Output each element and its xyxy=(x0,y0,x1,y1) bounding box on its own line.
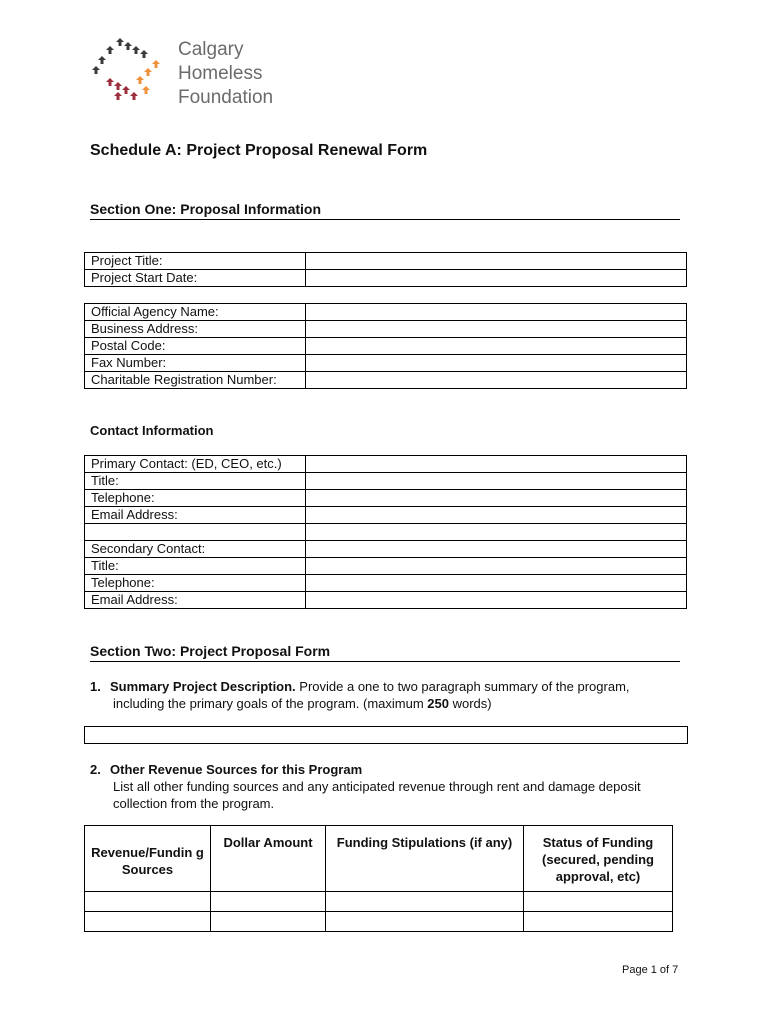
spacer-cell xyxy=(306,524,687,541)
logo-wordmark xyxy=(178,38,273,110)
col-status-of-funding: Status of Funding (secured, pending approval, etc) xyxy=(524,826,673,892)
table-row xyxy=(85,473,687,490)
table-row xyxy=(85,456,687,473)
primary-contact-label: Primary Contact: (ED, CEO, etc.) xyxy=(85,456,306,473)
charitable-registration-field[interactable] xyxy=(306,372,687,389)
fax-number-field[interactable] xyxy=(306,355,687,372)
charitable-registration-label: Charitable Registration Number: xyxy=(85,372,306,389)
primary-contact-field[interactable] xyxy=(306,456,687,473)
page-number: Page 1 of 7 xyxy=(622,964,679,976)
table-row xyxy=(85,338,687,355)
contact-info-heading: Contact Information xyxy=(90,423,214,438)
secondary-title-field[interactable] xyxy=(306,558,687,575)
revenue-sources-text-b: collection from the program. xyxy=(113,796,275,811)
primary-telephone-label: Telephone: xyxy=(85,490,306,507)
postal-code-field[interactable] xyxy=(306,338,687,355)
section-one-heading: Section One: Proposal Information xyxy=(90,201,680,220)
logo-line-1: Calgary xyxy=(178,39,244,60)
table-row xyxy=(85,592,687,609)
revenue-sources-heading: Other Revenue Sources for this Program xyxy=(110,762,363,777)
table-cell[interactable] xyxy=(85,912,211,932)
table-row xyxy=(85,575,687,592)
table-row xyxy=(85,892,673,912)
table-cell[interactable] xyxy=(524,912,673,932)
table-cell[interactable] xyxy=(326,912,524,932)
business-address-label: Business Address: xyxy=(85,321,306,338)
col-dollar-amount: Dollar Amount xyxy=(211,826,326,892)
section-two-heading: Section Two: Project Proposal Form xyxy=(90,643,680,662)
table-row xyxy=(85,321,687,338)
summary-description-title: Summary Project Description. xyxy=(110,679,296,694)
logo-arrows-icon xyxy=(88,34,168,114)
primary-title-label: Title: xyxy=(85,473,306,490)
table-cell[interactable] xyxy=(211,892,326,912)
table-row xyxy=(85,524,687,541)
secondary-contact-label: Secondary Contact: xyxy=(85,541,306,558)
summary-description-field[interactable] xyxy=(84,726,688,744)
col-funding-stipulations: Funding Stipulations (if any) xyxy=(326,826,524,892)
summary-description-text-a: Provide a one to two paragraph summary of the program, xyxy=(295,679,630,694)
agency-name-field[interactable] xyxy=(306,304,687,321)
spacer-cell xyxy=(85,524,306,541)
logo-line-2: Homeless xyxy=(178,63,263,84)
page-title: Schedule A: Project Proposal Renewal Form xyxy=(90,142,428,159)
summary-description-text-b: including the primary goals of the program. (maximum xyxy=(113,696,428,711)
table-row xyxy=(85,490,687,507)
max-words: 250 xyxy=(427,696,449,711)
table-row xyxy=(85,558,687,575)
primary-email-label: Email Address: xyxy=(85,507,306,524)
secondary-contact-field[interactable] xyxy=(306,541,687,558)
project-start-date-label: Project Start Date: xyxy=(85,270,306,287)
primary-email-field[interactable] xyxy=(306,507,687,524)
project-info-table xyxy=(84,252,687,287)
primary-telephone-field[interactable] xyxy=(306,490,687,507)
project-title-field[interactable] xyxy=(306,253,687,270)
agency-info-table xyxy=(84,303,687,389)
table-cell[interactable] xyxy=(211,912,326,932)
primary-title-field[interactable] xyxy=(306,473,687,490)
revenue-sources-text-a: List all other funding sources and any anticipated revenue through rent and damage deposit xyxy=(113,779,641,794)
table-row xyxy=(85,372,687,389)
project-title-label: Project Title: xyxy=(85,253,306,270)
table-header-row xyxy=(85,826,673,892)
revenue-table xyxy=(84,825,673,932)
table-row xyxy=(85,507,687,524)
summary-description-item xyxy=(90,678,680,712)
table-row xyxy=(85,912,673,932)
secondary-telephone-field[interactable] xyxy=(306,575,687,592)
summary-description-text-c: words) xyxy=(449,696,492,711)
logo-line-3: Foundation xyxy=(178,87,274,108)
table-row xyxy=(85,355,687,372)
table-cell[interactable] xyxy=(524,892,673,912)
revenue-sources-item xyxy=(90,761,680,812)
secondary-telephone-label: Telephone: xyxy=(85,575,306,592)
fax-number-label: Fax Number: xyxy=(85,355,306,372)
secondary-email-label: Email Address: xyxy=(85,592,306,609)
postal-code-label: Postal Code: xyxy=(85,338,306,355)
table-cell[interactable] xyxy=(85,892,211,912)
secondary-title-label: Title: xyxy=(85,558,306,575)
business-address-field[interactable] xyxy=(306,321,687,338)
table-row xyxy=(85,253,687,270)
secondary-email-field[interactable] xyxy=(306,592,687,609)
table-row xyxy=(85,541,687,558)
project-start-date-field[interactable] xyxy=(306,270,687,287)
foundation-logo xyxy=(88,34,288,114)
contact-info-table xyxy=(84,455,687,609)
table-row xyxy=(85,270,687,287)
agency-name-label: Official Agency Name: xyxy=(85,304,306,321)
col-revenue-sources: Revenue/Fundin g Sources xyxy=(85,826,211,892)
item-number: 1. xyxy=(90,679,101,694)
table-cell[interactable] xyxy=(326,892,524,912)
item-number: 2. xyxy=(90,762,101,777)
table-row xyxy=(85,304,687,321)
